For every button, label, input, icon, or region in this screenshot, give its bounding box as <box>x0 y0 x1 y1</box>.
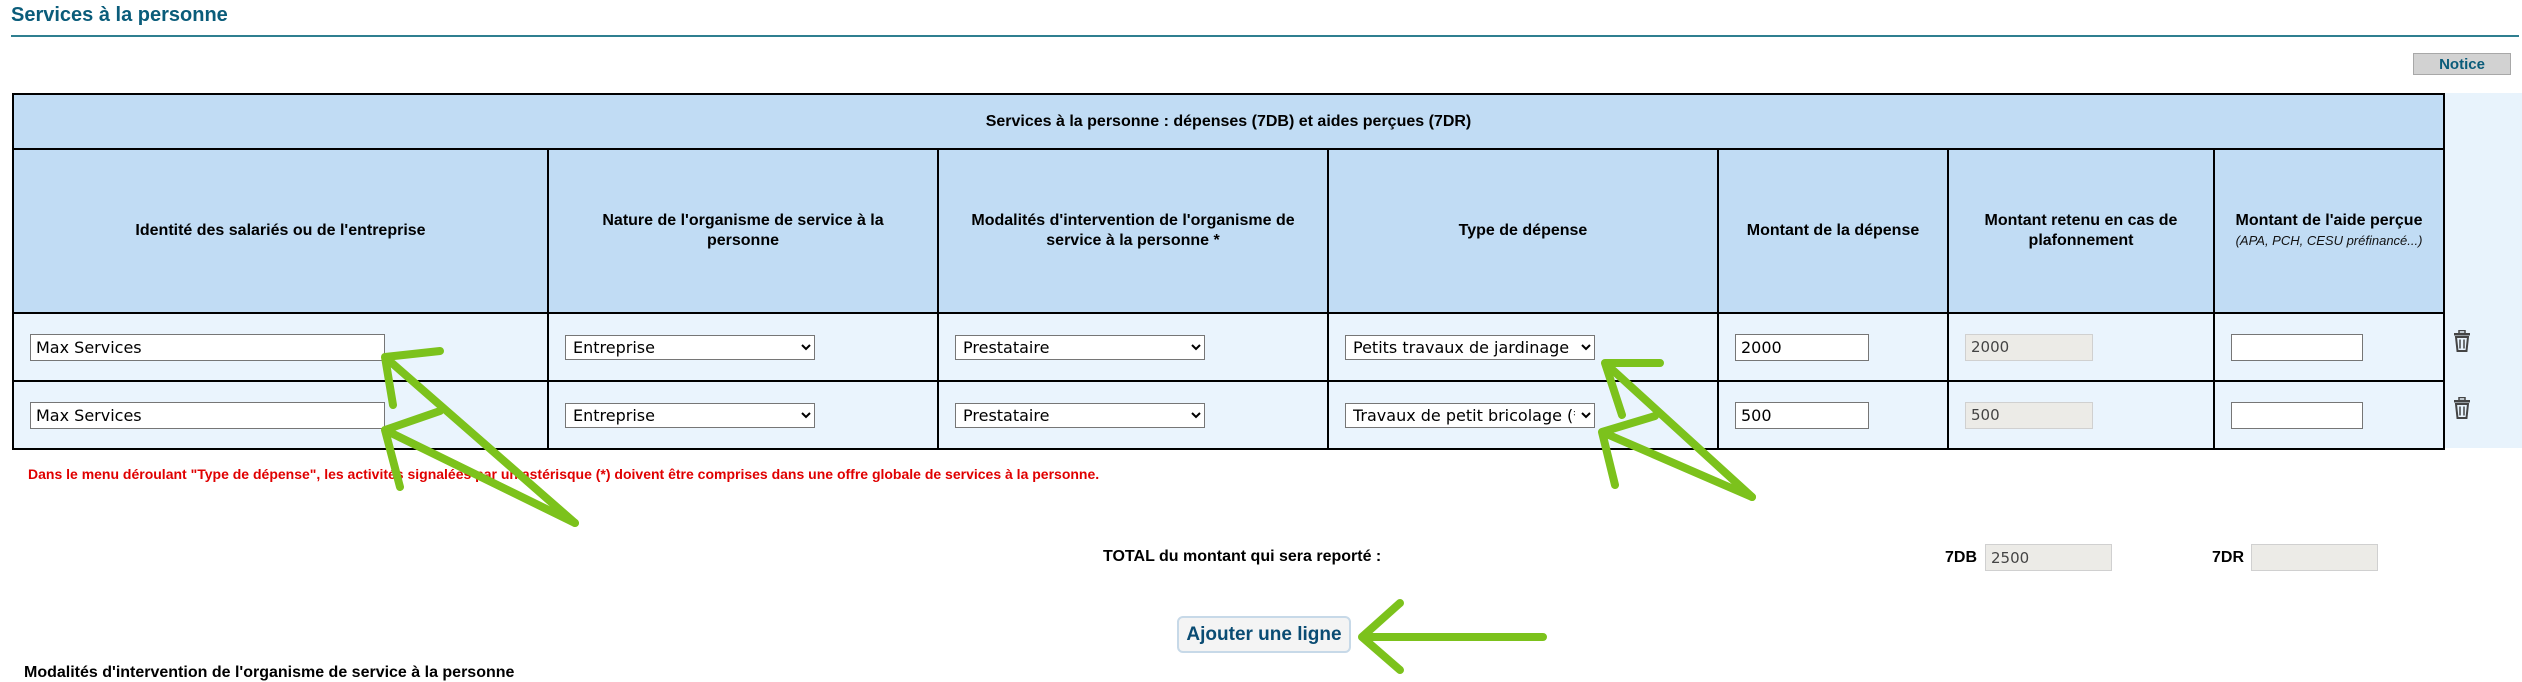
col-header-aide-sublabel: (APA, PCH, CESU préfinancé...) <box>2235 233 2423 248</box>
page-title: Services à la personne <box>11 4 228 26</box>
type-depense-select[interactable] <box>1345 403 1595 428</box>
col-header-modalite: Modalités d'intervention de l'organisme de service à la personne * <box>938 149 1328 313</box>
warning-text: Dans le menu déroulant "Type de dépense", les activités signalées par un astérisque (*) doivent être comprises dans une offre globale de services à la personne. <box>28 466 1100 482</box>
aide-input[interactable] <box>2231 402 2363 429</box>
modalite-select[interactable] <box>955 403 1205 428</box>
col-header-aide <box>2214 149 2444 313</box>
col-header-nature: Nature de l'organisme de service à la personne <box>548 149 938 313</box>
code-7dr: 7DR <box>2212 549 2245 566</box>
modalite-select[interactable] <box>955 335 1205 360</box>
montant-retenu-field <box>1965 402 2093 429</box>
table-row <box>13 381 2444 449</box>
col-header-type-depense: Type de dépense <box>1328 149 1718 313</box>
nature-select[interactable] <box>565 335 815 360</box>
identity-input[interactable] <box>30 334 385 361</box>
notice-button[interactable]: Notice <box>2413 53 2511 75</box>
services-table <box>12 93 2445 450</box>
title-divider <box>11 35 2519 37</box>
aide-input[interactable] <box>2231 334 2363 361</box>
annotation-arrow <box>1362 603 1543 670</box>
col-header-montant-retenu: Montant retenu en cas de plafonnement <box>1948 149 2214 313</box>
col-header-identity: Identité des salariés ou de l'entreprise <box>13 149 548 313</box>
col-header-montant: Montant de la dépense <box>1718 149 1948 313</box>
identity-input[interactable] <box>30 402 385 429</box>
total-label: TOTAL du montant qui sera reporté : <box>1103 548 1382 565</box>
col-header-aide-label: Montant de l'aide perçue <box>2235 212 2423 229</box>
code-7db: 7DB <box>1945 549 1978 566</box>
montant-retenu-field <box>1965 334 2093 361</box>
trash-icon[interactable] <box>2452 330 2472 352</box>
total-7db-field <box>1985 544 2112 571</box>
total-7dr-field <box>2251 544 2378 571</box>
montant-input[interactable] <box>1735 402 1869 429</box>
montant-input[interactable] <box>1735 334 1869 361</box>
table-caption: Services à la personne : dépenses (7DB) et aides perçues (7DR) <box>13 94 2444 149</box>
next-section-heading: Modalités d'intervention de l'organisme de service à la personne <box>24 664 515 681</box>
table-row <box>13 313 2444 381</box>
type-depense-select[interactable] <box>1345 335 1595 360</box>
nature-select[interactable] <box>565 403 815 428</box>
trash-icon[interactable] <box>2452 397 2472 419</box>
add-line-button[interactable]: Ajouter une ligne <box>1177 616 1351 653</box>
row-actions-strip <box>2443 93 2522 448</box>
